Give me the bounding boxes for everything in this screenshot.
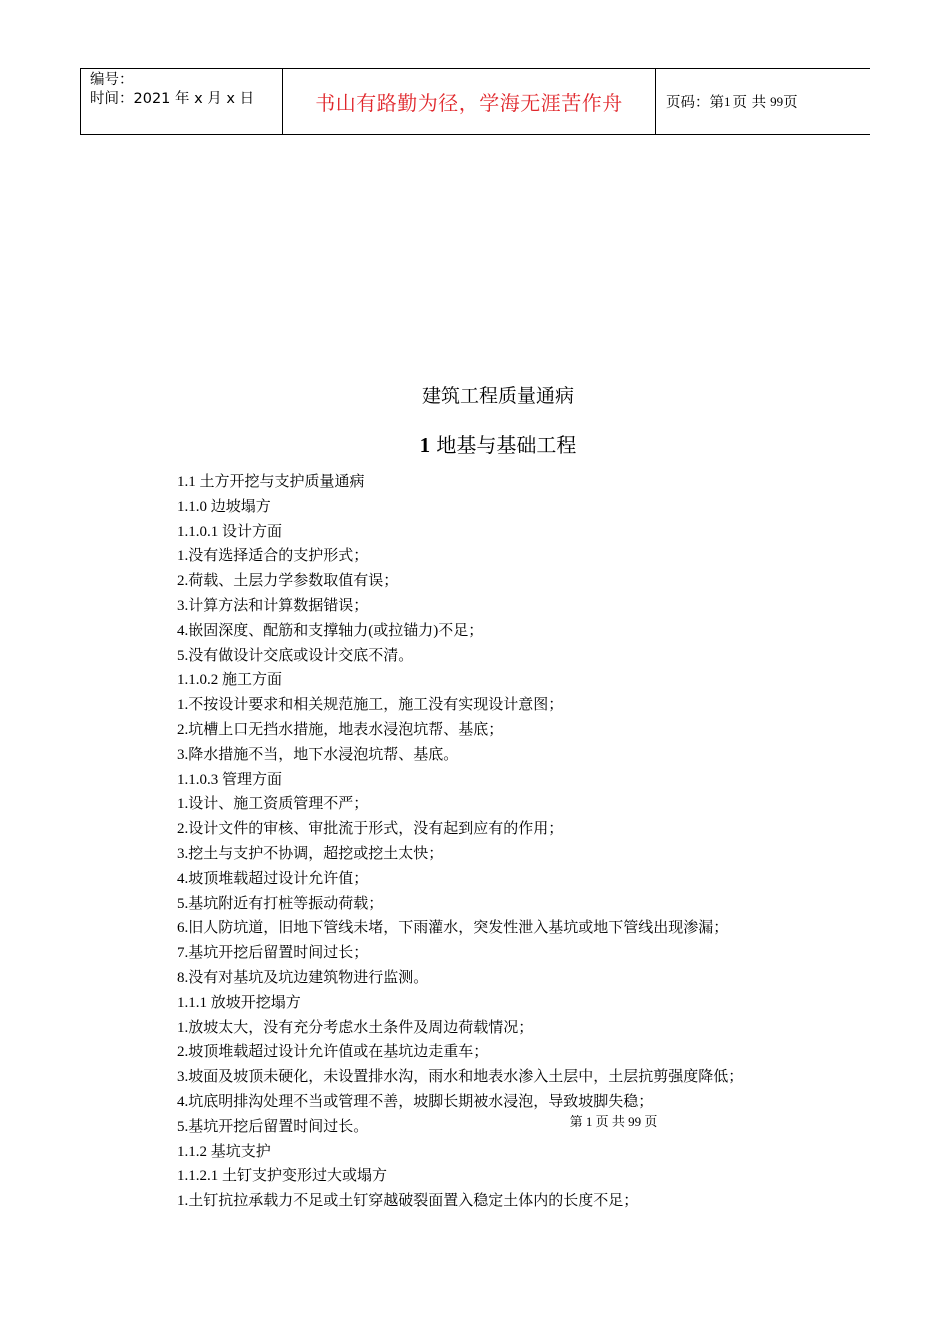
body-line: 5.基坑开挖后留置时间过长。: [177, 1118, 369, 1135]
body-line: 1.1 土方开挖与支护质量通病: [177, 474, 365, 490]
body-line: 1.1.0.2 施工方面: [177, 672, 283, 689]
section-heading: [0, 431, 950, 459]
body-line: 4.坡顶堆载超过设计允许值；: [177, 870, 369, 887]
serial-number-label: 编号：: [90, 72, 134, 88]
body-line: 1.不按设计要求和相关规范施工，施工没有实现设计意图；: [177, 697, 564, 714]
section-title-text: 地基与基础工程: [436, 433, 577, 457]
page-prefix: 页码：第: [666, 95, 724, 111]
body-line: 2.坑槽上口无挡水措施，地表水浸泡坑帮、基底；: [177, 721, 504, 738]
page-suffix: 页: [783, 95, 798, 111]
body-line: 3.计算方法和计算数据错误；: [177, 597, 369, 614]
body-line: 1.1.0.1 设计方面: [177, 523, 283, 540]
body-line: 4.坑底明排沟处理不当或管理不善，坡脚长期被水浸泡，导致坡脚失稳；: [177, 1093, 654, 1110]
header-page-cell: [656, 69, 870, 134]
body-line: 1.设计、施工资质管理不严；: [177, 796, 369, 813]
body-line: 1.土钉抗拉承载力不足或土钉穿越破裂面置入稳定土体内的长度不足；: [177, 1193, 639, 1210]
body-line: 6.旧人防坑道，旧地下管线未堵，下雨灌水，突发性泄入基坑或地下管线出现渗漏；: [177, 920, 729, 937]
body-line: 7.基坑开挖后留置时间过长；: [177, 945, 369, 962]
document-body: [177, 470, 897, 1214]
page-current: 1: [724, 93, 731, 109]
date-label: 时间：2021 年 x 月 x 日: [90, 91, 255, 107]
body-line: 1.1.1 放坡开挖塌方: [177, 994, 301, 1011]
body-line: 1.1.2.1 土钉支护变形过大或塌方: [177, 1168, 388, 1185]
document-title: 建筑工程质量通病: [421, 385, 574, 407]
body-line: 2.荷载、土层力学参数取值有误；: [177, 573, 399, 590]
body-line: 2.设计文件的审核、审批流于形式，没有起到应有的作用；: [177, 821, 564, 838]
body-line: 5.基坑附近有打桩等振动荷载；: [177, 895, 384, 912]
page-mid: 页 共: [732, 95, 767, 111]
body-line: 2.坡顶堆载超过设计允许值或在基坑边走重车；: [177, 1044, 489, 1061]
section-number: 1: [419, 433, 431, 457]
page-header-table: [80, 68, 870, 135]
body-line: 3.降水措施不当，地下水浸泡坑帮、基底。: [177, 746, 459, 763]
body-line: 1.1.0.3 管理方面: [177, 771, 283, 788]
motto-text: 书山有路勤为径，学海无涯苦作舟: [315, 91, 623, 115]
body-line: 1.没有选择适合的支护形式；: [177, 548, 369, 565]
body-line: 1.1.0 边坡塌方: [177, 498, 271, 515]
header-motto-cell: [283, 69, 656, 134]
page-total: 99: [770, 93, 784, 109]
body-line: 1.1.2 基坑支护: [177, 1143, 271, 1160]
body-line: 5.没有做设计交底或设计交底不清。: [177, 647, 414, 664]
header-info-cell: [81, 69, 283, 134]
body-line: 8.没有对基坑及坑边建筑物进行监测。: [177, 969, 429, 986]
body-line: 4.嵌固深度、配筋和支撑轴力(或拉锚力)不足；: [177, 622, 484, 639]
body-line: 3.挖土与支护不协调，超挖或挖土太快；: [177, 845, 444, 862]
body-line: 1.放坡太大，没有充分考虑水土条件及周边荷载情况；: [177, 1019, 534, 1036]
page-footer: 第 1 页 共 99 页: [569, 1114, 658, 1129]
body-line: 3.坡面及坡顶未硬化，未设置排水沟，雨水和地表水渗入土层中，土层抗剪强度降低；: [177, 1069, 744, 1086]
